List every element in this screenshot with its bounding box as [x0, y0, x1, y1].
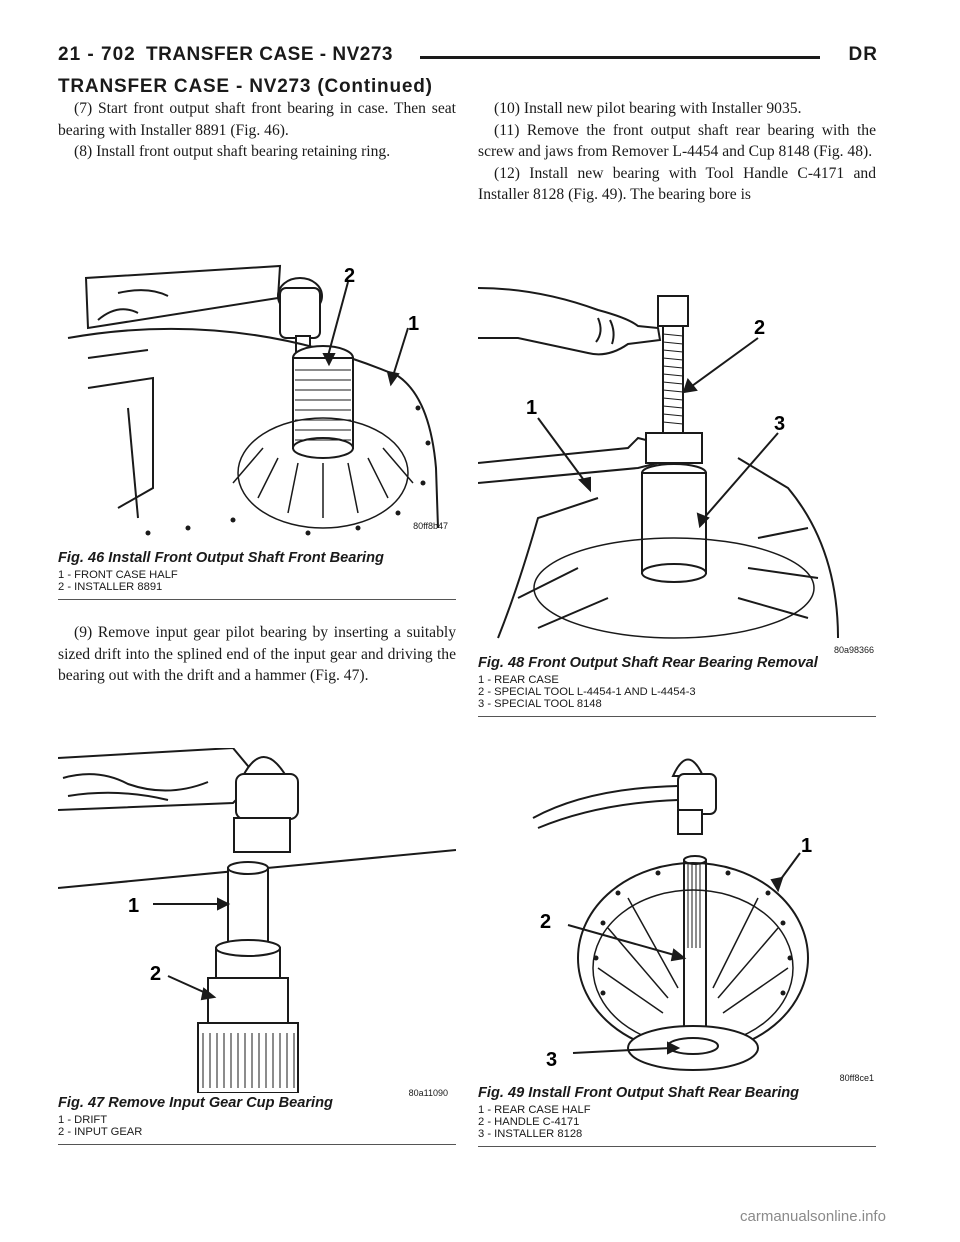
legend-item: 1 - FRONT CASE HALF: [58, 569, 178, 581]
left-text-top: [58, 98, 456, 163]
fig47-divider: [58, 1144, 456, 1145]
step-8: (8) Install front output shaft bearing retaining ring.: [74, 143, 391, 160]
fig49-divider: [478, 1146, 876, 1147]
fig49-callout-2: 2: [540, 911, 552, 933]
fig46-illustration: [58, 258, 456, 548]
legend-item: 3 - INSTALLER 8128: [478, 1128, 583, 1140]
right-text: [478, 98, 876, 206]
fig46-callout-1: 1: [408, 313, 420, 335]
fig47-caption: Fig. 47 Remove Input Gear Cup Bearing: [58, 1095, 333, 1111]
section-title: TRANSFER CASE - NV273: [146, 44, 393, 65]
fig47-illustration: [58, 748, 456, 1093]
figure-46: [58, 258, 456, 600]
step-7: (7) Start front output shaft front bearing in case. Then seat bearing with Installer 8891 (Fig. 46).: [58, 100, 456, 139]
fig49-callout-3: 3: [546, 1049, 558, 1071]
legend-item: 2 - INSTALLER 8891: [58, 581, 163, 593]
fig47-legend: [58, 1114, 456, 1138]
page-header: [58, 44, 878, 74]
fig46-caption: Fig. 46 Install Front Output Shaft Front Bearing: [58, 550, 384, 566]
fig46-legend: [58, 569, 456, 593]
fig48-callout-1: 1: [526, 397, 538, 419]
fig46-divider: [58, 599, 456, 600]
fig49-illustration: [478, 748, 876, 1083]
step-12: (12) Install new bearing with Tool Handle C-4171 and Installer 8128 (Fig. 49). The bearing bore is: [478, 164, 876, 203]
fig48-illustration: [478, 268, 876, 653]
fig49-image-code: 80ff8ce1: [839, 1073, 874, 1083]
legend-item: 2 - SPECIAL TOOL L-4454-1 AND L-4454-3: [478, 686, 696, 698]
legend-item: 1 - DRIFT: [58, 1114, 108, 1126]
fig49-legend: [478, 1104, 876, 1140]
fig48-callout-3: 3: [774, 413, 786, 435]
fig48-image-code: 80a98366: [833, 645, 874, 655]
fig49-callout-1: 1: [801, 835, 813, 857]
fig47-image-code: 80a11090: [408, 1088, 448, 1098]
legend-item: 1 - REAR CASE: [478, 674, 559, 686]
fig48-divider: [478, 716, 876, 717]
fig48-callout-2: 2: [754, 317, 766, 339]
fig46-callout-2: 2: [344, 265, 356, 287]
step-10: (10) Install new pilot bearing with Installer 9035.: [494, 100, 802, 117]
fig48-legend: [478, 674, 876, 710]
footer-watermark[interactable]: carmanualsonline.info: [740, 1208, 886, 1225]
fig49-caption: Fig. 49 Install Front Output Shaft Rear Bearing: [478, 1085, 800, 1101]
continued-title: TRANSFER CASE - NV273 (Continued): [58, 76, 433, 97]
step-9: (9) Remove input gear pilot bearing by inserting a suitably sized drift into the splined end of the input gear and driving the bearing out with the drift and a hammer (Fig. 47).: [58, 624, 456, 684]
fig48-caption: Fig. 48 Front Output Shaft Rear Bearing Removal: [478, 655, 818, 671]
fig47-callout-2: 2: [150, 963, 162, 985]
left-text-bottom: [58, 622, 456, 687]
page-number: 21 - 702: [58, 44, 136, 65]
figure-48: [478, 268, 876, 717]
legend-item: 2 - INPUT GEAR: [58, 1126, 143, 1138]
figure-49: [478, 748, 876, 1147]
manual-code: DR: [848, 44, 878, 65]
legend-item: 2 - HANDLE C-4171: [478, 1116, 580, 1128]
figure-47: [58, 748, 456, 1145]
step-11: (11) Remove the front output shaft rear bearing with the screw and jaws from Remover L-4454 and Cup 8148 (Fig. 48).: [478, 121, 876, 160]
legend-item: 1 - REAR CASE HALF: [478, 1104, 591, 1116]
fig47-callout-1: 1: [128, 895, 140, 917]
legend-item: 3 - SPECIAL TOOL 8148: [478, 698, 602, 710]
header-rule: [420, 56, 820, 59]
fig46-image-code: 80ff8b47: [413, 521, 448, 531]
